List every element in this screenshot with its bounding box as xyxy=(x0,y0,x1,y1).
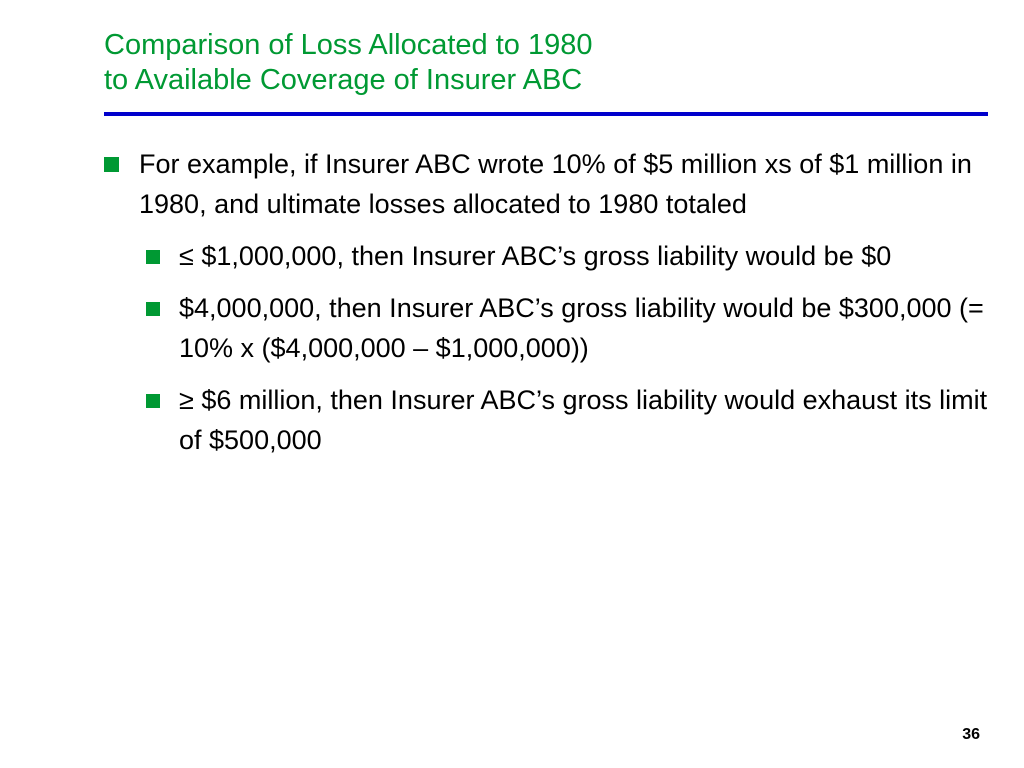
bullet-list xyxy=(104,144,1004,460)
bullet-text: For example, if Insurer ABC wrote 10% of $5 million xs of $1 million in 1980, and ultimate losses allocated to 1980 totaled xyxy=(139,149,972,219)
slide-title-line-1: Comparison of Loss Allocated to 1980 xyxy=(104,29,593,61)
square-bullet-icon xyxy=(146,302,160,316)
sub-bullet-text: $4,000,000, then Insurer ABC’s gross liability would be $300,000 (= 10% x ($4,000,000 – $1,000,000)) xyxy=(179,293,984,363)
sub-bullet-text: ≤ $1,000,000, then Insurer ABC’s gross liability would be $0 xyxy=(179,241,892,271)
slide-title xyxy=(104,28,984,98)
title-divider xyxy=(104,112,988,116)
square-bullet-icon xyxy=(146,394,160,408)
bullet-item xyxy=(104,144,1004,224)
sub-bullet-item xyxy=(146,288,1004,368)
sub-bullet-item xyxy=(146,236,1004,276)
square-bullet-icon xyxy=(104,157,119,172)
sub-bullet-item xyxy=(146,380,1004,460)
page-number: 36 xyxy=(962,726,980,743)
slide-title-line-2: to Available Coverage of Insurer ABC xyxy=(104,64,583,96)
sub-bullet-text: ≥ $6 million, then Insurer ABC’s gross liability would exhaust its limit of $500,000 xyxy=(179,385,988,455)
square-bullet-icon xyxy=(146,250,160,264)
